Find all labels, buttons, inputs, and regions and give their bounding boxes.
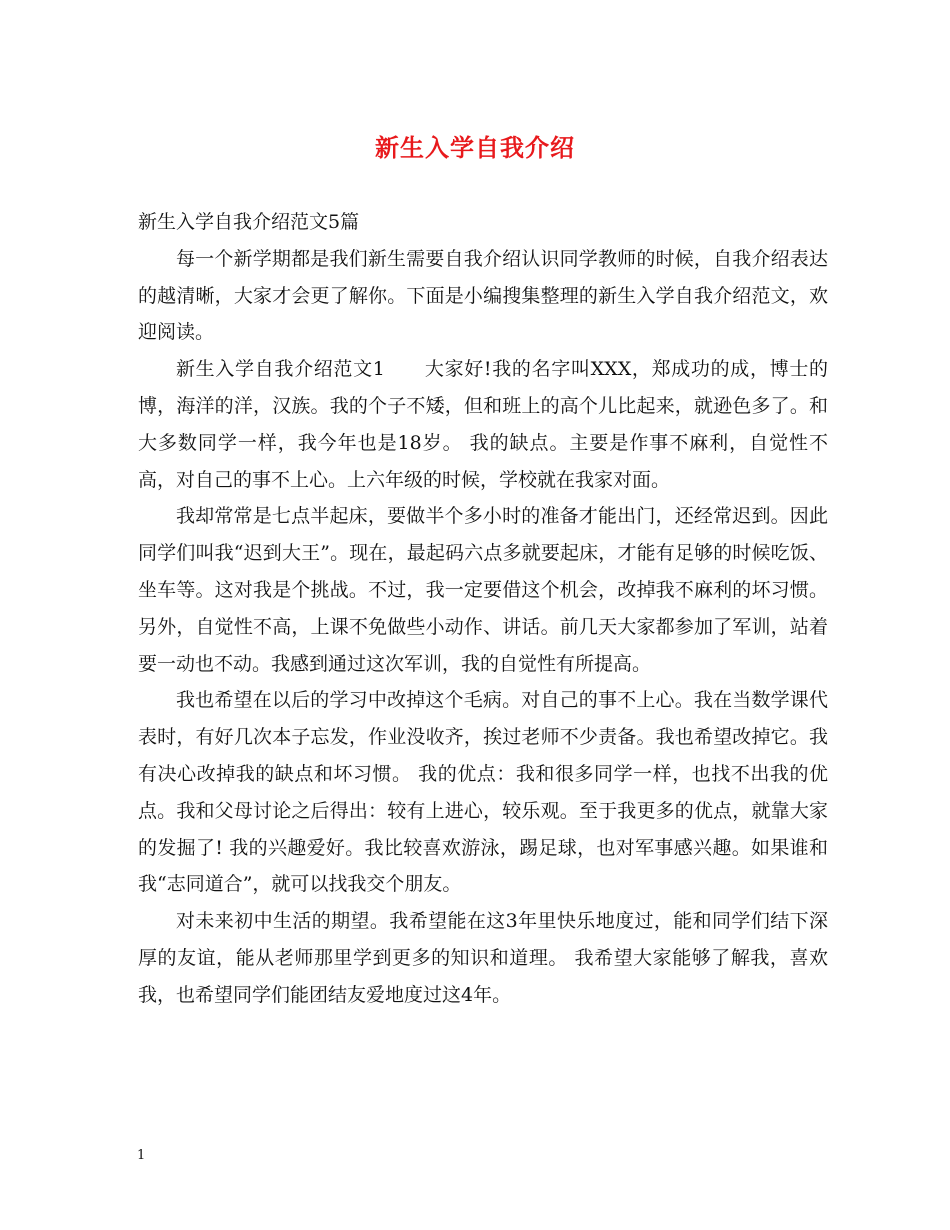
- paragraph-sample-one: 新生入学自我介绍范文1 大家好!我的名字叫XXX，郑成功的成，博士的博，海洋的洋，汉族。我的个子不矮，但和班上的高个儿比起来，就逊色多了。和大多数同学一样，我今年也是18岁。 我的缺点。主要是作事不麻利，自觉性不高，对自己的事不上心。上六年级的时候，学校就在我家对面。: [138, 358, 828, 491]
- paragraph-expectations: 对未来初中生活的期望。我希望能在这3年里快乐地度过，能和同学们结下深厚的友谊，能从老师那里学到更多的知识和道理。 我希望大家能够了解我，喜欢我，也希望同学们能团结友爱地度过这4年。: [138, 910, 828, 1006]
- document-body: [138, 204, 828, 1014]
- paragraph-intro: 每一个新学期都是我们新生需要自我介绍认识同学教师的时候，自我介绍表达的越清晰，大家才会更了解你。下面是小编搜集整理的新生入学自我介绍范文，欢迎阅读。: [138, 247, 828, 344]
- document-subtitle: 新生入学自我介绍范文5篇: [138, 211, 360, 233]
- paragraph-shortcomings: 我却常常是七点半起床，要做半个多小时的准备才能出门，还经常迟到。因此同学们叫我“迟到大王”。现在，最起码六点多就要起床，才能有足够的时候吃饭、坐车等。这对我是个挑战。不过，我一定要借这个机会，改掉我不麻利的坏习惯。另外，自觉性不高，上课不免做些小动作、讲话。前几天大家都参加了军训，站着要一动也不动。我感到通过这次军训，我的自觉性有所提高。: [138, 505, 828, 675]
- document-title: 新生入学自我介绍: [375, 133, 575, 162]
- paragraph-strengths: 我也希望在以后的学习中改掉这个毛病。对自己的事不上心。我在当数学课代表时，有好几次本子忘发，作业没收齐，挨过老师不少责备。我也希望改掉它。我有决心改掉我的缺点和坏习惯。 我的优点：我和很多同学一样，也找不出我的优点。我和父母讨论之后得出：较有上进心，较乐观。至于我更多的优点，就靠大家的发掘了! 我的兴趣爱好。我比较喜欢游泳，踢足球，也对军事感兴趣。如果谁和我“志同道合”，就可以找我交个朋友。: [138, 689, 828, 896]
- page-number: 1: [137, 1148, 146, 1163]
